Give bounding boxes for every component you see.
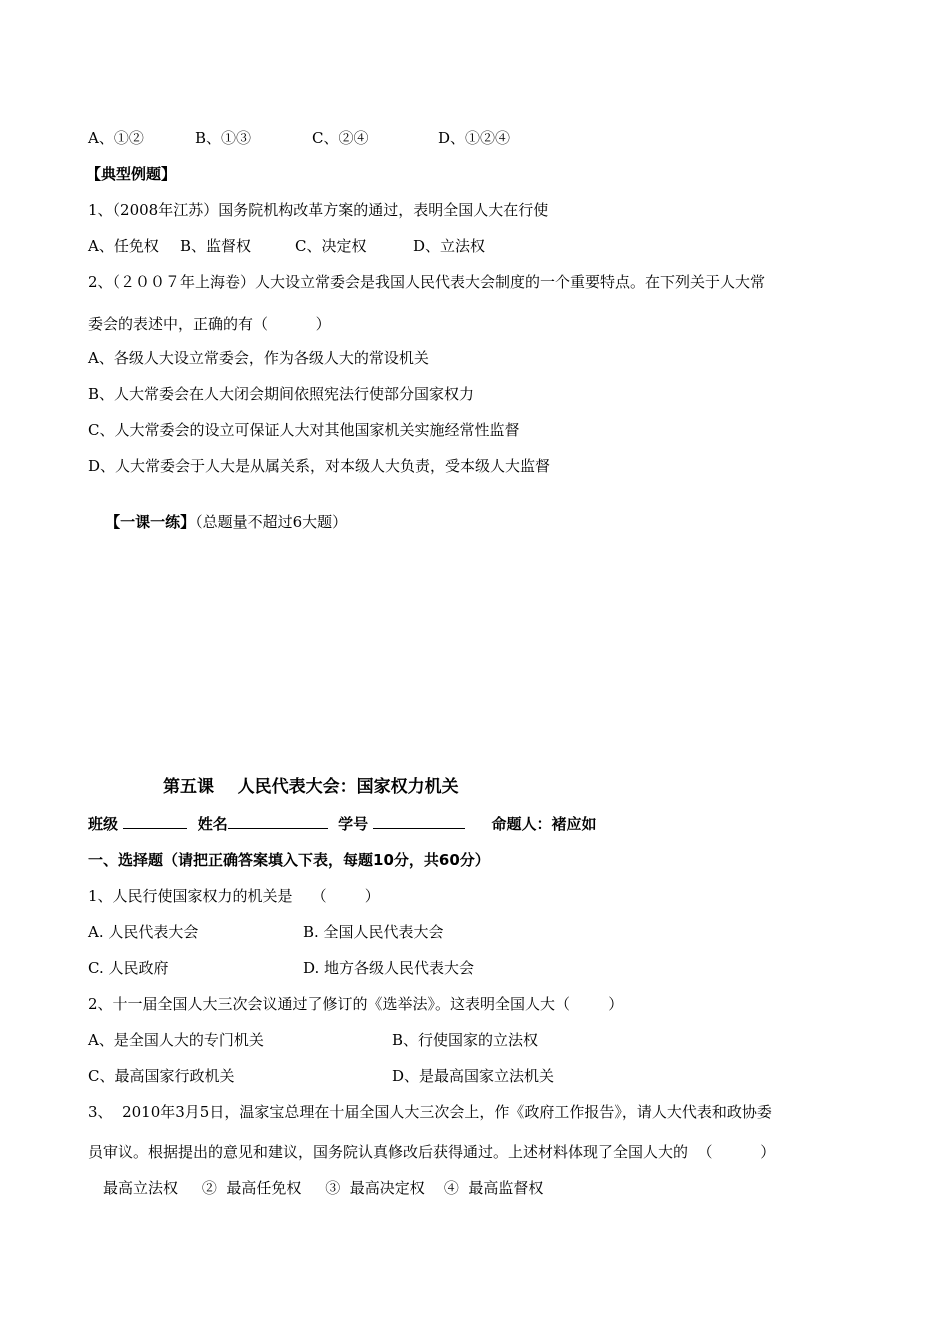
example-2-option-c: C、人大常委会的设立可保证人大对其他国家机关实施经常性监督 bbox=[88, 421, 520, 439]
question-1-option-b: B. 全国人民代表大会 bbox=[303, 923, 444, 941]
example-1-option-c: C、决定权 bbox=[295, 237, 367, 255]
question-3-options: 最高立法权 ② 最高任免权 ③ 最高决定权 ④ 最高监督权 bbox=[103, 1179, 544, 1197]
question-1-option-d: D. 地方各级人民代表大会 bbox=[303, 959, 475, 977]
question-1-option-a: A. 人民代表大会 bbox=[88, 923, 199, 941]
question-2-option-b: B、行使国家的立法权 bbox=[392, 1031, 539, 1049]
number-blank[interactable] bbox=[373, 814, 465, 829]
question-1-option-c: C. 人民政府 bbox=[88, 959, 169, 977]
example-2-option-b: B、人大常委会在人大闭会期间依照宪法行使部分国家权力 bbox=[88, 385, 475, 403]
question-3-line-1: 3、 2010年3月5日，温家宝总理在十届全国人大三次会上，作《政府工作报告》，请人大代表和政协委 bbox=[88, 1103, 772, 1121]
class-blank[interactable] bbox=[123, 814, 187, 829]
typical-examples-heading: 【典型例题】 bbox=[86, 165, 177, 183]
example-2-option-a: A、各级人大设立常委会，作为各级人大的常设机关 bbox=[88, 349, 429, 367]
option-d: D、①②④ bbox=[438, 129, 511, 147]
question-3-line-2: 员审议。根据提出的意见和建议，国务院认真修改后获得通过。上述材料体现了全国人大的 （ ） bbox=[88, 1143, 776, 1161]
example-2-question-line-2: 委会的表述中，正确的有（ ） bbox=[88, 315, 331, 333]
question-2-option-c: C、最高国家行政机关 bbox=[88, 1067, 235, 1085]
question-1: 1、人民行使国家权力的机关是 （ ） bbox=[88, 887, 380, 905]
practice-heading-row bbox=[86, 492, 347, 552]
option-a: A、①② bbox=[88, 129, 144, 147]
name-blank[interactable] bbox=[228, 814, 328, 829]
lesson-title: 第五课 人民代表大会：国家权力机关 bbox=[163, 777, 459, 797]
question-2: 2、十一届全国人大三次会议通过了修订的《选举法》。这表明全国人大（ ） bbox=[88, 995, 624, 1013]
author-label: 命题人：褚应如 bbox=[491, 815, 597, 833]
example-1-option-d: D、立法权 bbox=[413, 237, 486, 255]
section-1-heading: 一、选择题（请把正确答案填入下表，每题10分，共60分） bbox=[88, 851, 490, 869]
class-label: 班级 bbox=[88, 815, 119, 833]
example-2-option-d: D、人大常委会于人大是从属关系，对本级人大负责，受本级人大监督 bbox=[88, 457, 551, 475]
example-1-option-b: B、监督权 bbox=[180, 237, 252, 255]
option-b: B、①③ bbox=[195, 129, 252, 147]
student-info-row bbox=[88, 814, 597, 834]
question-2-option-a: A、是全国人大的专门机关 bbox=[88, 1031, 264, 1049]
example-2-question-line-1: 2、（２００７年上海卷）人大设立常委会是我国人民代表大会制度的一个重要特点。在下列关于人大常 bbox=[88, 273, 766, 291]
number-label: 学号 bbox=[338, 815, 369, 833]
option-c: C、②④ bbox=[312, 129, 369, 147]
example-1-question: 1、（2008年江苏）国务院机构改革方案的通过，表明全国人大在行使 bbox=[88, 201, 549, 219]
practice-note: （总题量不超过6大题） bbox=[195, 513, 348, 531]
example-1-option-a: A、任免权 bbox=[88, 237, 159, 255]
question-2-option-d: D、是最高国家立法机关 bbox=[392, 1067, 555, 1085]
name-label: 姓名 bbox=[197, 815, 228, 833]
practice-heading: 【一课一练】 bbox=[105, 513, 196, 531]
